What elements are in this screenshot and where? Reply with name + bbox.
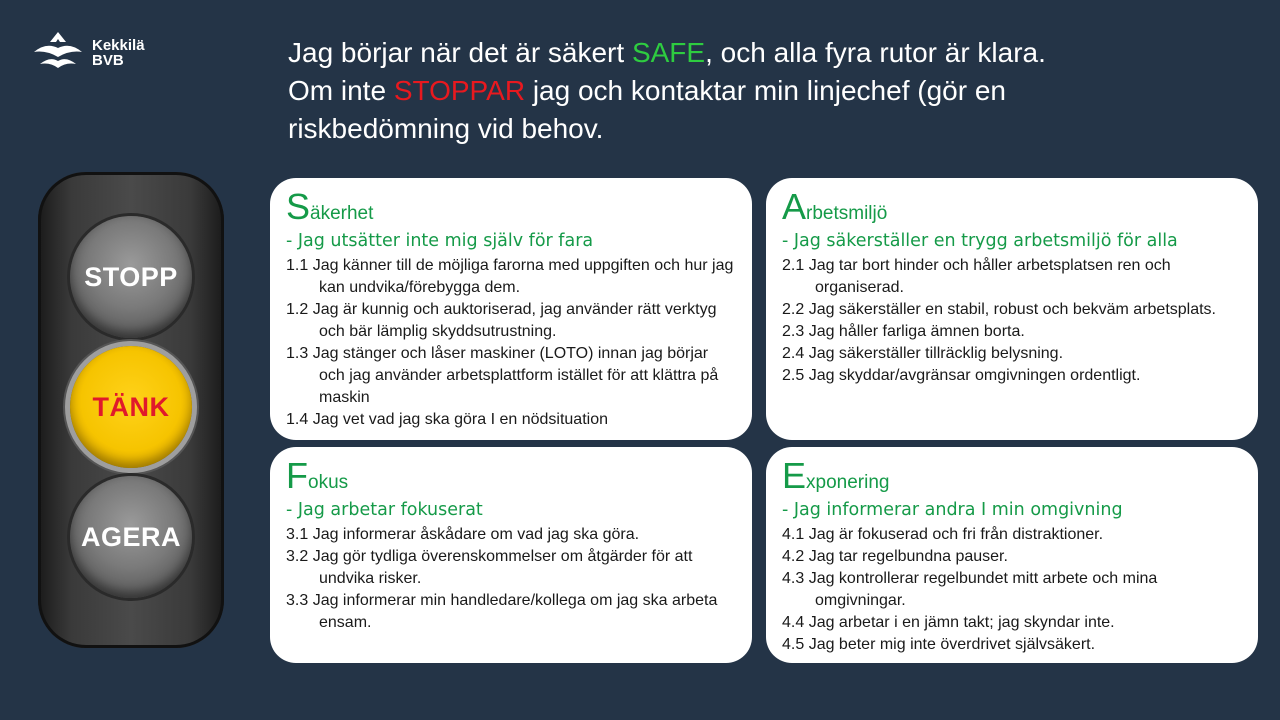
card-initial: A (782, 186, 807, 227)
card-subtitle: - Jag utsätter inte mig själv för fara (286, 231, 594, 251)
headline-line-3: riskbedömning vid behov. (288, 113, 604, 144)
headline-line-1 (288, 34, 1248, 72)
card-title-rest: okus (308, 472, 349, 493)
lamp-stopp: STOPP (70, 216, 192, 338)
brand-line-1: Kekkilä (92, 37, 145, 54)
list-item: 3.3 Jag informerar min handledare/kollega om jag ska arbeta ensam. (286, 592, 718, 631)
card-title (782, 188, 1242, 233)
kekkila-logo-icon (30, 30, 86, 70)
safe-word: SAFE (631, 37, 706, 68)
stop-word: STOPPAR (393, 75, 526, 106)
headline-text: , och alla fyra rutor är klara. (705, 37, 1046, 68)
card-sakerhet (270, 178, 752, 440)
list-item: 1.4 Jag vet vad jag ska göra I en nödsituation (286, 411, 608, 428)
list-item: 2.5 Jag skyddar/avgränsar omgivningen ordentligt. (782, 367, 1141, 384)
list-item: 4.3 Jag kontrollerar regelbundet mitt arbete och mina omgivningar. (782, 570, 1158, 609)
lamp-agera: AGERA (70, 476, 192, 598)
headline-text: Om inte (288, 75, 394, 106)
list-item: 1.1 Jag känner till de möjliga farorna med uppgiften och hur jag kan undvika/förebygga dem. (286, 257, 734, 296)
lamp-tank: TÄNK (70, 346, 192, 468)
card-subtitle: - Jag arbetar fokuserat (286, 500, 483, 520)
list-item: 1.2 Jag är kunnig och auktoriserad, jag använder rätt verktyg och bär lämplig skyddsutrustning. (286, 301, 717, 340)
brand-name (92, 38, 145, 68)
list-item: 3.2 Jag gör tydliga överenskommelser om åtgärder för att undvika risker. (286, 548, 693, 587)
brand-logo (30, 30, 170, 76)
card-title-rest: xponering (806, 472, 890, 493)
card-subtitle: - Jag säkerställer en trygg arbetsmiljö för alla (782, 231, 1178, 251)
list-item: 2.1 Jag tar bort hinder och håller arbetsplatsen ren och organiserad. (782, 257, 1171, 296)
card-initial: S (286, 186, 311, 227)
brand-line-2: BVB (92, 52, 124, 69)
card-title-rest: äkerhet (310, 203, 374, 224)
list-item: 4.1 Jag är fokuserad och fri från distraktioner. (782, 526, 1104, 543)
list-item: 2.4 Jag säkerställer tillräcklig belysning. (782, 345, 1064, 362)
card-subtitle: - Jag informerar andra I min omgivning (782, 500, 1123, 520)
headline-text: Jag börjar när det är säkert (288, 37, 632, 68)
list-item: 3.1 Jag informerar åskådare om vad jag ska göra. (286, 526, 640, 543)
card-title (286, 188, 736, 233)
list-item: 2.2 Jag säkerställer en stabil, robust och bekväm arbetsplats. (782, 301, 1216, 318)
headline (288, 34, 1248, 148)
card-title (286, 457, 736, 502)
list-item: 4.4 Jag arbetar i en jämn takt; jag skyndar inte. (782, 614, 1115, 631)
card-initial: E (782, 455, 807, 496)
card-initial: F (286, 455, 308, 496)
card-title (782, 457, 1242, 502)
list-item: 1.3 Jag stänger och låser maskiner (LOTO) innan jag börjar och jag använder arbetsplattform istället för att klättra på maskin (286, 345, 719, 406)
list-item: 4.2 Jag tar regelbundna pauser. (782, 548, 1008, 565)
headline-line-2 (288, 72, 1248, 110)
list-item: 2.3 Jag håller farliga ämnen borta. (782, 323, 1025, 340)
card-arbetsmiljo (766, 178, 1258, 440)
headline-text: jag och kontaktar min linjechef (gör en (525, 75, 1006, 106)
card-fokus (270, 447, 752, 663)
card-exponering (766, 447, 1258, 663)
list-item: 4.5 Jag beter mig inte överdrivet självsäkert. (782, 636, 1096, 653)
card-title-rest: rbetsmiljö (806, 203, 888, 224)
